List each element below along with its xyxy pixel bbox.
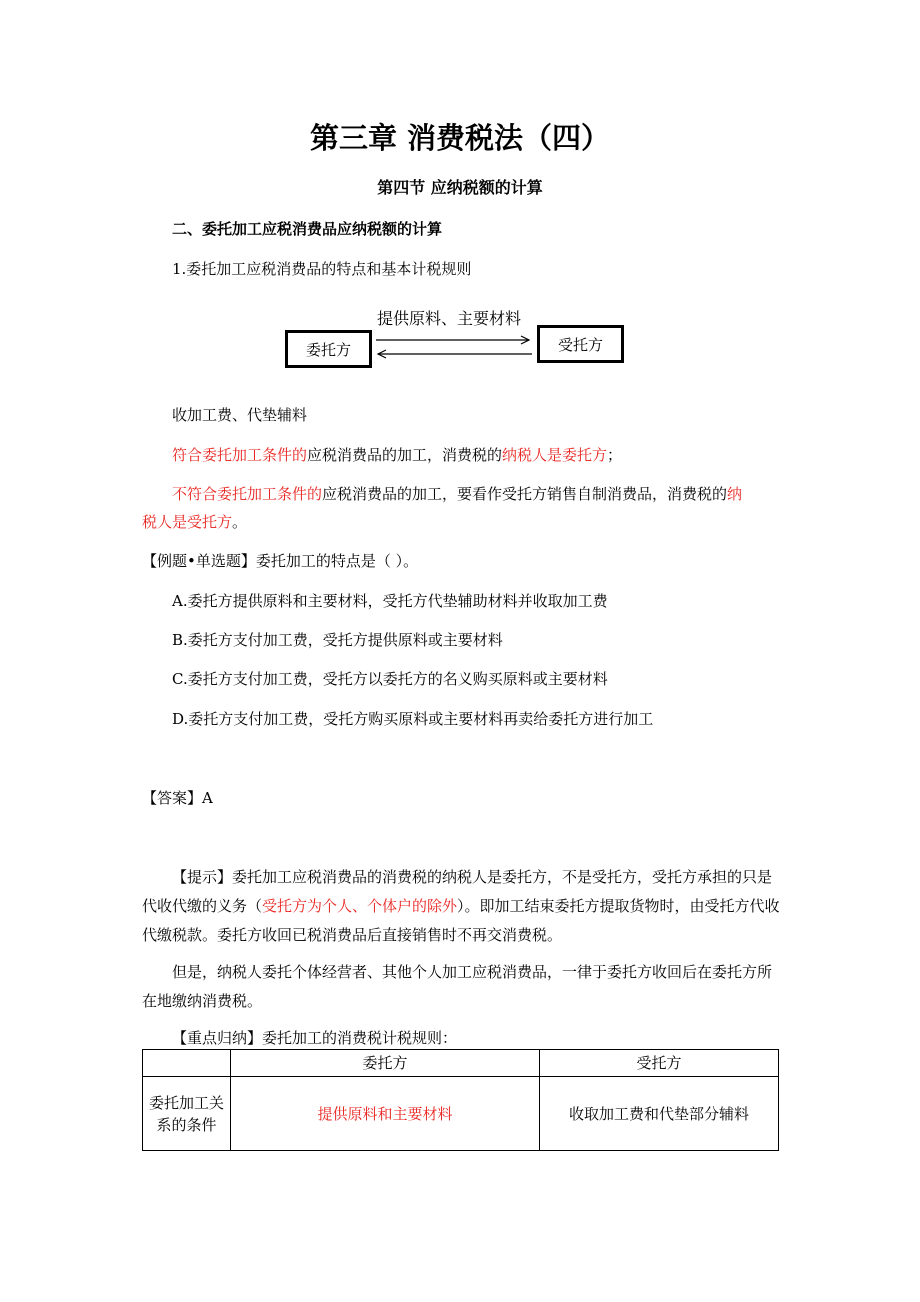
table-row (143, 1077, 779, 1151)
table-header-cell: 受托方 (540, 1050, 779, 1077)
entrustee-condition-cell: 收取加工费和代垫部分辅料 (540, 1077, 779, 1151)
option-c: C.委托方支付加工费，受托方以委托方的名义购买原料或主要材料 (172, 670, 608, 688)
option-a: A.委托方提供原料和主要材料，受托方代垫辅助材料并收取加工费 (172, 592, 608, 610)
entrustor-condition-cell: 提供原料和主要材料 (231, 1077, 540, 1151)
emphasis-text: 符合委托加工条件的 (172, 446, 308, 464)
however-paragraph: 但是，纳税人委托个体经营者、其他个人加工应税消费品，一律于委托方收回后在委托方所在地缴纳消费税。 (142, 963, 773, 1010)
answer: 【答案】A (142, 789, 213, 807)
section-heading: 第四节 应纳税额的计算 (377, 178, 543, 197)
paragraph-qualifying (172, 444, 622, 466)
row-label-cell: 委托加工关系的条件 (143, 1077, 231, 1151)
question-stem: 【例题•单选题】委托加工的特点是（ ）。 (142, 552, 419, 570)
body-text: ）。即加工结束委托方提取货物时，由受托方代收代缴税款。委托方收回已税消费品后直接销售时不再交消费税。 (142, 897, 780, 944)
body-text: 【提示】委托加工应税消费品的消费税的纳税人是委托方，不是受托方，受托方承担的只是代收代缴的义务（ (142, 868, 773, 915)
emphasis-text: 受托方为个人、个体户的除外 (262, 897, 458, 915)
entrustee-box: 受托方 (537, 325, 624, 363)
right-arrow (376, 336, 529, 344)
item-1-heading: 1.委托加工应税消费品的特点和基本计税规则 (172, 260, 472, 278)
body-text: 。 (232, 513, 248, 531)
option-d: D.委托方支付加工费，受托方购买原料或主要材料再卖给委托方进行加工 (172, 710, 654, 728)
option-b: B.委托方支付加工费，受托方提供原料或主要材料 (172, 631, 503, 649)
flow-arrows (372, 330, 537, 360)
emphasis-text: 纳税人是受托方 (142, 485, 743, 531)
emphasis-text: 纳税人是委托方 (502, 446, 608, 464)
rules-table (142, 1049, 779, 1151)
emphasis-text: 不符合委托加工条件的 (172, 485, 323, 503)
page-title: 第三章 消费税法（四） (309, 121, 611, 155)
left-arrow (378, 350, 532, 358)
table-header-cell: 委托方 (231, 1050, 540, 1077)
table-header-row (143, 1050, 779, 1077)
body-text: 应税消费品的加工，消费税的 (307, 446, 503, 464)
table-header-cell (143, 1050, 231, 1077)
entrustor-box: 委托方 (285, 330, 372, 368)
summary-label: 【重点归纳】委托加工的消费税计税规则： (172, 1029, 458, 1047)
paragraph-non-qualifying (142, 480, 754, 536)
subheading: 二、委托加工应税消费品应纳税额的计算 (172, 220, 443, 238)
flow-bottom-label: 收加工费、代垫辅料 (172, 406, 308, 424)
body-text: 应税消费品的加工，要看作受托方销售自制消费品，消费税的 (322, 485, 728, 503)
body-text: ； (607, 446, 623, 464)
flow-top-label: 提供原料、主要材料 (377, 309, 522, 328)
hint-paragraph (142, 863, 782, 950)
